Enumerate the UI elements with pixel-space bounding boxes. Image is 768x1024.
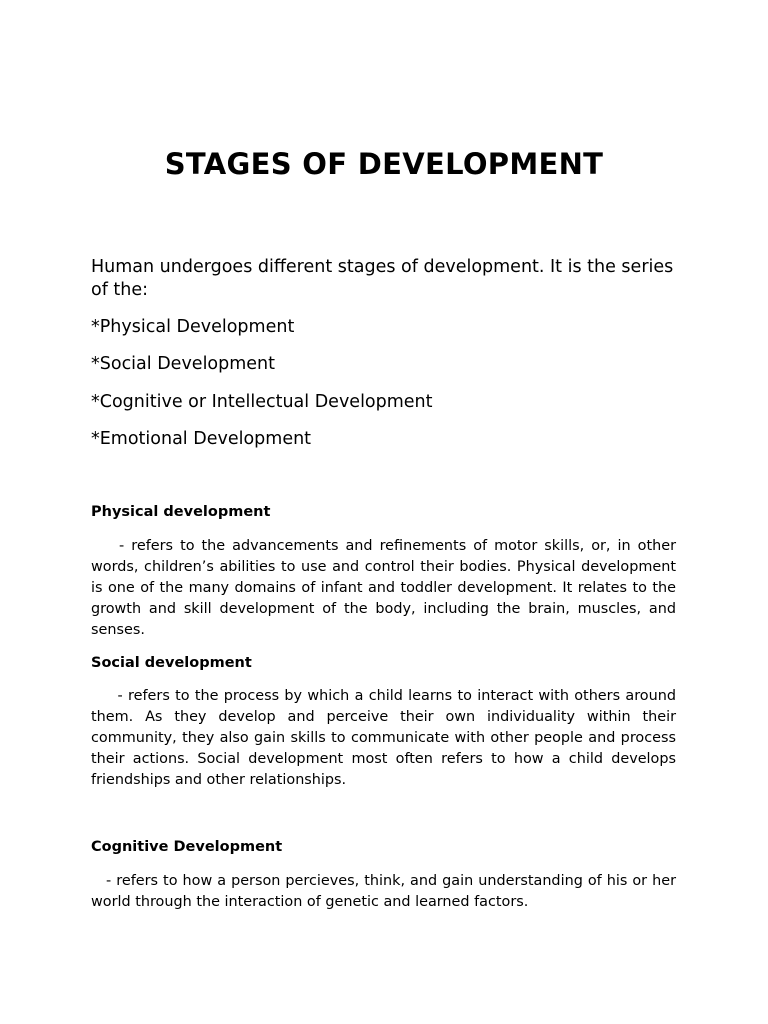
intro-paragraph: Human undergoes different stages of development. It is the series of the: [91,257,674,300]
page-title: STAGES OF DEVELOPMENT [164,147,604,181]
heading-physical-development: Physical development [91,504,271,520]
paragraph-physical-development: - refers to the advancements and refinements of motor skills, or, in other words, children’s abilities to use and control their bodies. Physical development is one of the many domains of infant and toddler development. It relates to the growth and skill development of the body, including the brain, muscles, and senses. [91,538,676,638]
bullet-social-development: *Social Development [91,354,276,374]
heading-cognitive-development: Cognitive Development [91,839,283,855]
bullet-emotional-development: *Emotional Development [91,429,312,449]
heading-social-development: Social development [91,655,252,671]
bullet-cognitive-development: *Cognitive or Intellectual Development [91,392,433,412]
bullet-physical-development: *Physical Development [91,317,295,337]
paragraph-social-development: - refers to the process by which a child learns to interact with others around them. As they develop and perceive their own individuality within their community, they also gain skills to communicate with other people and process their actions. Social development most often refers to how a child develops friendships and other relationships. [91,688,676,788]
paragraph-cognitive-development: - refers to how a person percieves, think, and gain understanding of his or her world through the interaction of genetic and learned factors. [91,873,676,910]
